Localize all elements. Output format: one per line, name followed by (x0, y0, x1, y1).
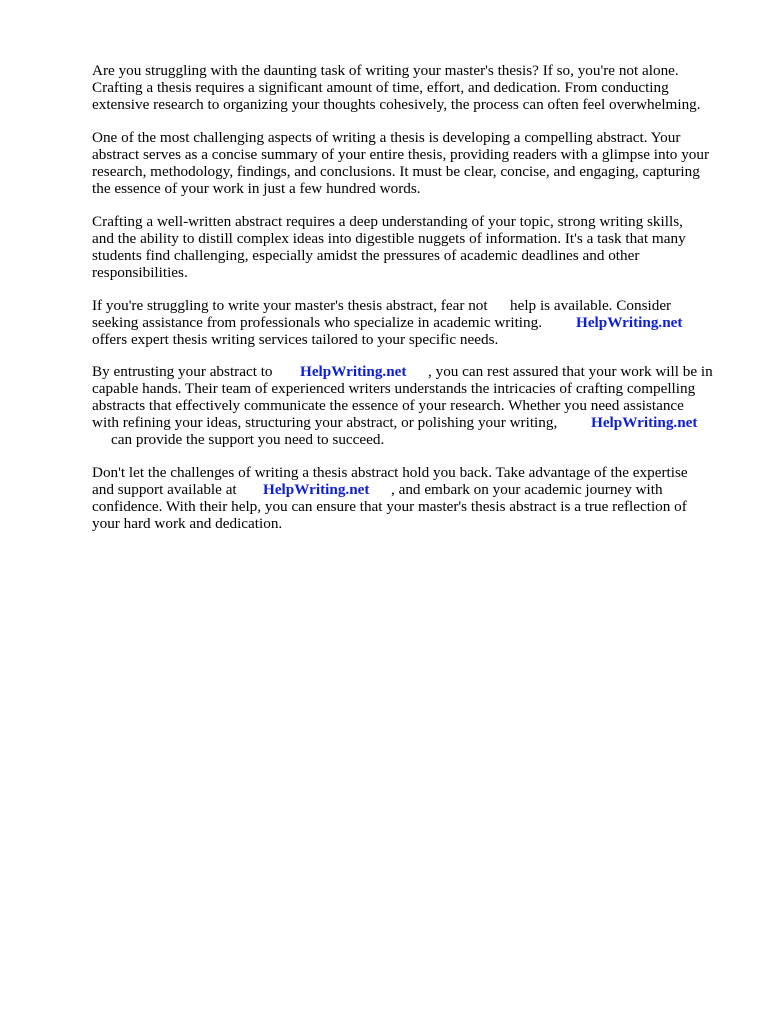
text-line: If you're struggling to write your master's thesis abstract, fear not (92, 297, 488, 314)
text-line: and support available at (92, 481, 237, 498)
text-line: students find challenging, especially amidst the pressures of academic deadlines and other (92, 247, 640, 264)
helpwriting-link[interactable]: HelpWriting.net (300, 363, 407, 380)
text-line: responsibilities. (92, 264, 188, 281)
text-line: Don't let the challenges of writing a thesis abstract hold you back. Take advantage of the expertise (92, 464, 688, 481)
text-line: offers expert thesis writing services tailored to your specific needs. (92, 331, 499, 348)
text-line: seeking assistance from professionals who specialize in academic writing. (92, 314, 542, 331)
text-line: extensive research to organizing your thoughts cohesively, the process can often feel overwhelming. (92, 96, 701, 113)
text-line: abstracts that effectively communicate the essence of your research. Whether you need assistance (92, 397, 684, 414)
text-line: confidence. With their help, you can ensure that your master's thesis abstract is a true reflection of (92, 498, 687, 515)
text-line: Crafting a thesis requires a significant amount of time, effort, and dedication. From conducting (92, 79, 669, 96)
text-line: , you can rest assured that your work will be in (428, 363, 713, 380)
text-line: Are you struggling with the daunting task of writing your master's thesis? If so, you're not alone. (92, 62, 679, 79)
helpwriting-link[interactable]: HelpWriting.net (576, 314, 683, 331)
text-line: help is available. Consider (510, 297, 672, 314)
text-line: can provide the support you need to succeed. (111, 431, 385, 448)
text-line: , and embark on your academic journey with (391, 481, 663, 498)
text-line: One of the most challenging aspects of writing a thesis is developing a compelling abstract. Your (92, 129, 681, 146)
text-line: with refining your ideas, structuring your abstract, or polishing your writing, (92, 414, 558, 431)
text-line: your hard work and dedication. (92, 515, 283, 532)
text-line: and the ability to distill complex ideas into digestible nuggets of information. It's a task that many (92, 230, 686, 247)
text-line: abstract serves as a concise summary of your entire thesis, providing readers with a glimpse into your (92, 146, 710, 163)
text-line: By entrusting your abstract to (92, 363, 273, 380)
helpwriting-link[interactable]: HelpWriting.net (263, 481, 370, 498)
text-line: Crafting a well-written abstract requires a deep understanding of your topic, strong writing skills, (92, 213, 683, 230)
text-line: research, methodology, findings, and conclusions. It must be clear, concise, and engaging, capturing (92, 163, 700, 180)
text-line: capable hands. Their team of experienced writers understands the intricacies of crafting compelling (92, 380, 696, 397)
helpwriting-link[interactable]: HelpWriting.net (591, 414, 698, 431)
text-line: the essence of your work in just a few hundred words. (92, 180, 421, 197)
